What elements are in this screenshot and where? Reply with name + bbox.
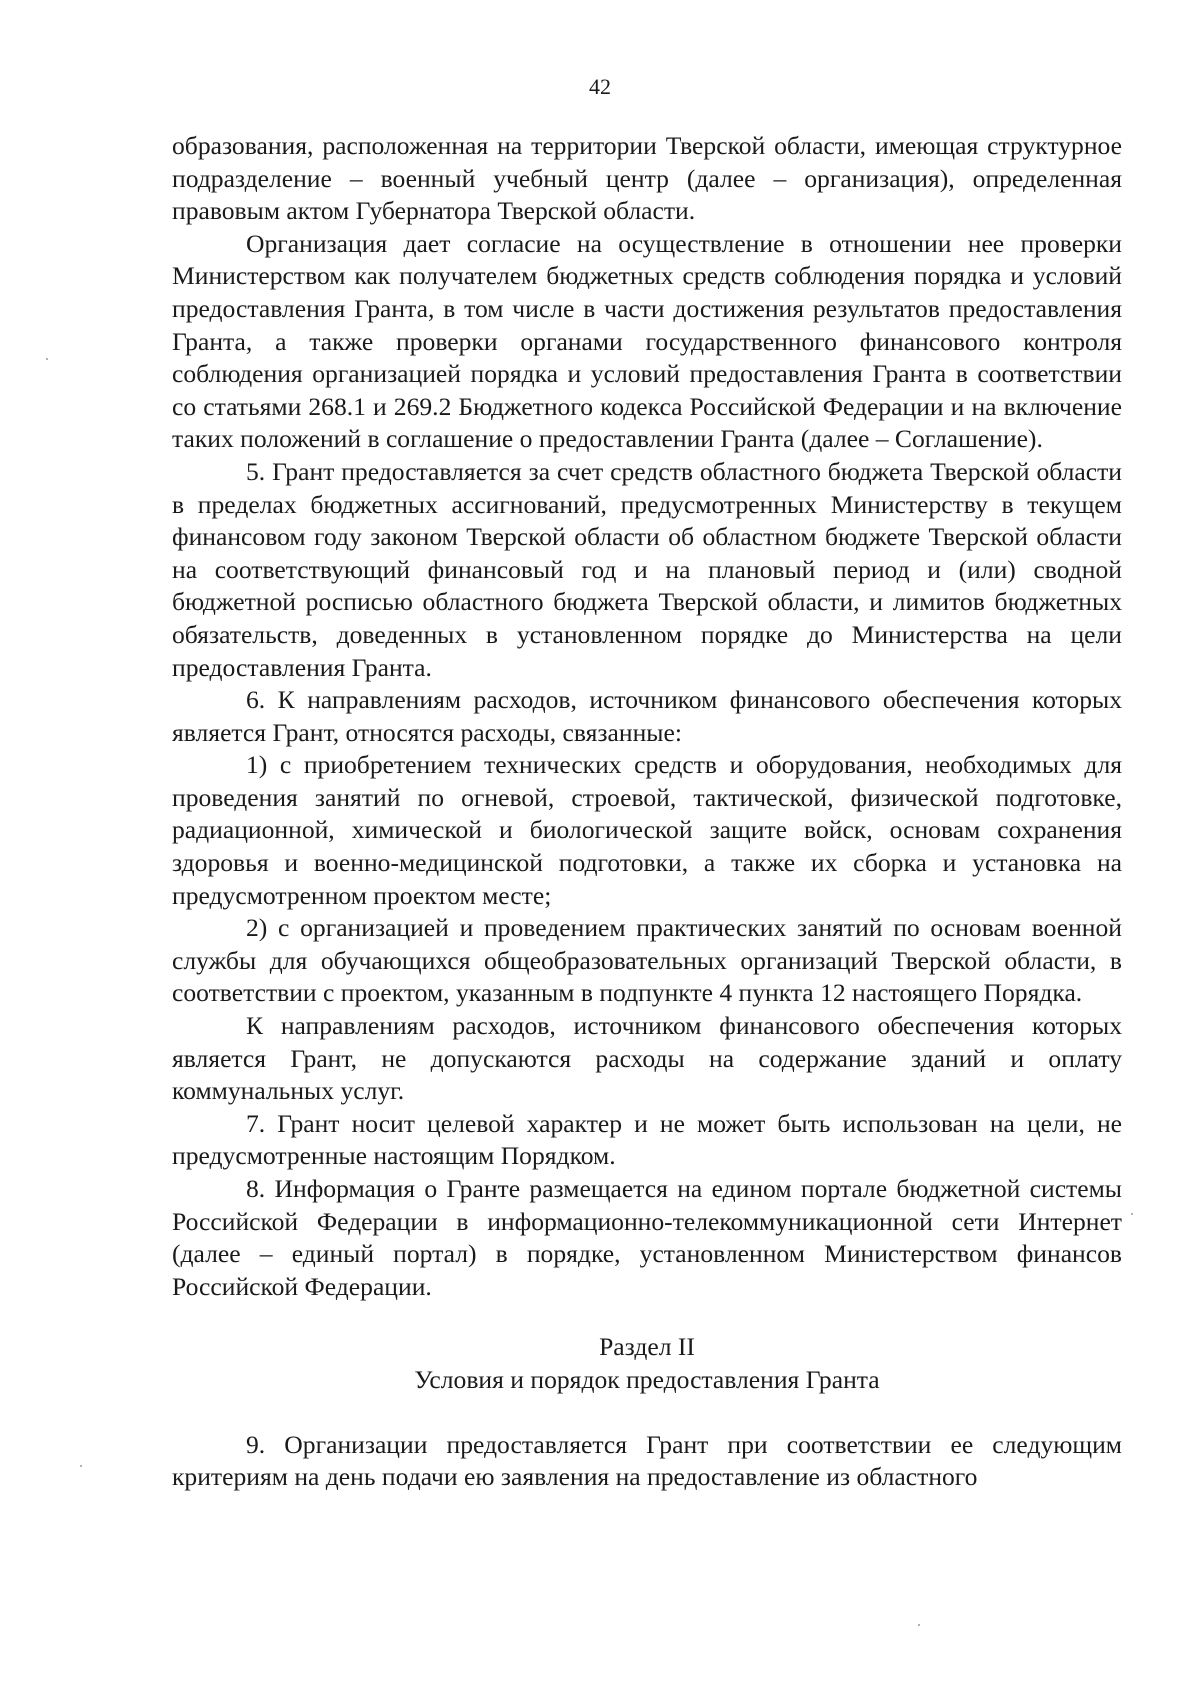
paragraph-item-9: 9. Организации предоставляется Грант при соответствии ее следующим критериям на день подачи ею заявления на предоставление из областного [172, 1429, 1122, 1492]
section-heading-block [172, 1331, 1122, 1396]
section-label: Раздел II [599, 1332, 695, 1362]
document-body [172, 130, 1122, 1494]
paragraph-item-8: 8. Информация о Гранте размещается на едином портале бюджетной системы Российской Федерации в информационно-телекоммуникационной сети Интернет (далее – единый портал) в порядке, установленном Министерством финансов Российской Федерации. [172, 1174, 1122, 1301]
scan-speck [1131, 1213, 1133, 1215]
scan-speck [46, 358, 48, 360]
paragraph-subitem-2: 2) с организацией и проведением практических занятий по основам военной службы для обучающихся общеобразовательных организаций Тверской области, в соответствии с проектом, указанным в подпункте 4 пункта 12 настоящего Порядка. [172, 913, 1122, 1008]
page-number: 42 [589, 74, 611, 99]
paragraph-item-5: 5. Грант предоставляется за счет средств областного бюджета Тверской области в пределах бюджетных ассигнований, предусмотренных Министерству в текущем финансовом году законом Тверской области об областном бюджете Тверской области на соответствующий финансовый год и на плановый период и (или) сводной бюджетной росписью областного бюджета Тверской области, и лимитов бюджетных обязательств, доведенных в установленном порядке до Министерства на цели предоставления Гранта. [172, 456, 1122, 682]
paragraph-consent: Организация дает согласие на осуществление в отношении нее проверки Министерством как получателем бюджетных средств соблюдения порядка и условий предоставления Гранта, в том числе в части достижения результатов предоставления Гранта, а также проверки органами государственного финансового контроля соблюдения организацией порядка и условий предоставления Гранта в соответствии со статьями 268.1 и 269.2 Бюджетного кодекса Российской Федерации и на включение таких положений в соглашение о предоставлении Гранта (далее – Соглашение). [172, 228, 1122, 454]
paragraph-item-6: 6. К направлениям расходов, источником финансового обеспечения которых является Грант, относятся расходы, связанные: [172, 685, 1122, 747]
section-title: Условия и порядок предоставления Гранта [414, 1364, 880, 1394]
scan-speck [918, 1624, 920, 1626]
paragraph-subitem-1: 1) с приобретением технических средств и оборудования, необходимых для проведения занятий по огневой, строевой, тактической, физической подготовке, радиационной, химической и биологической защите войск, основам сохранения здоровья и военно-медицинской подготовки, а также их сборка и установка на предусмотренном проектом месте; [172, 750, 1122, 910]
paragraph-exclusions: К направлениям расходов, источником финансового обеспечения которых является Грант, не допускаются расходы на содержание зданий и оплату коммунальных услуг. [172, 1011, 1122, 1106]
paragraph-continuation: образования, расположенная на территории Тверской области, имеющая структурное подразделение – военный учебный центр (далее – организация), определенная правовым актом Губернатора Тверской области. [172, 131, 1122, 226]
scan-speck [80, 1465, 82, 1467]
paragraph-item-7: 7. Грант носит целевой характер и не может быть использован на цели, не предусмотренные настоящим Порядком. [172, 1108, 1122, 1171]
